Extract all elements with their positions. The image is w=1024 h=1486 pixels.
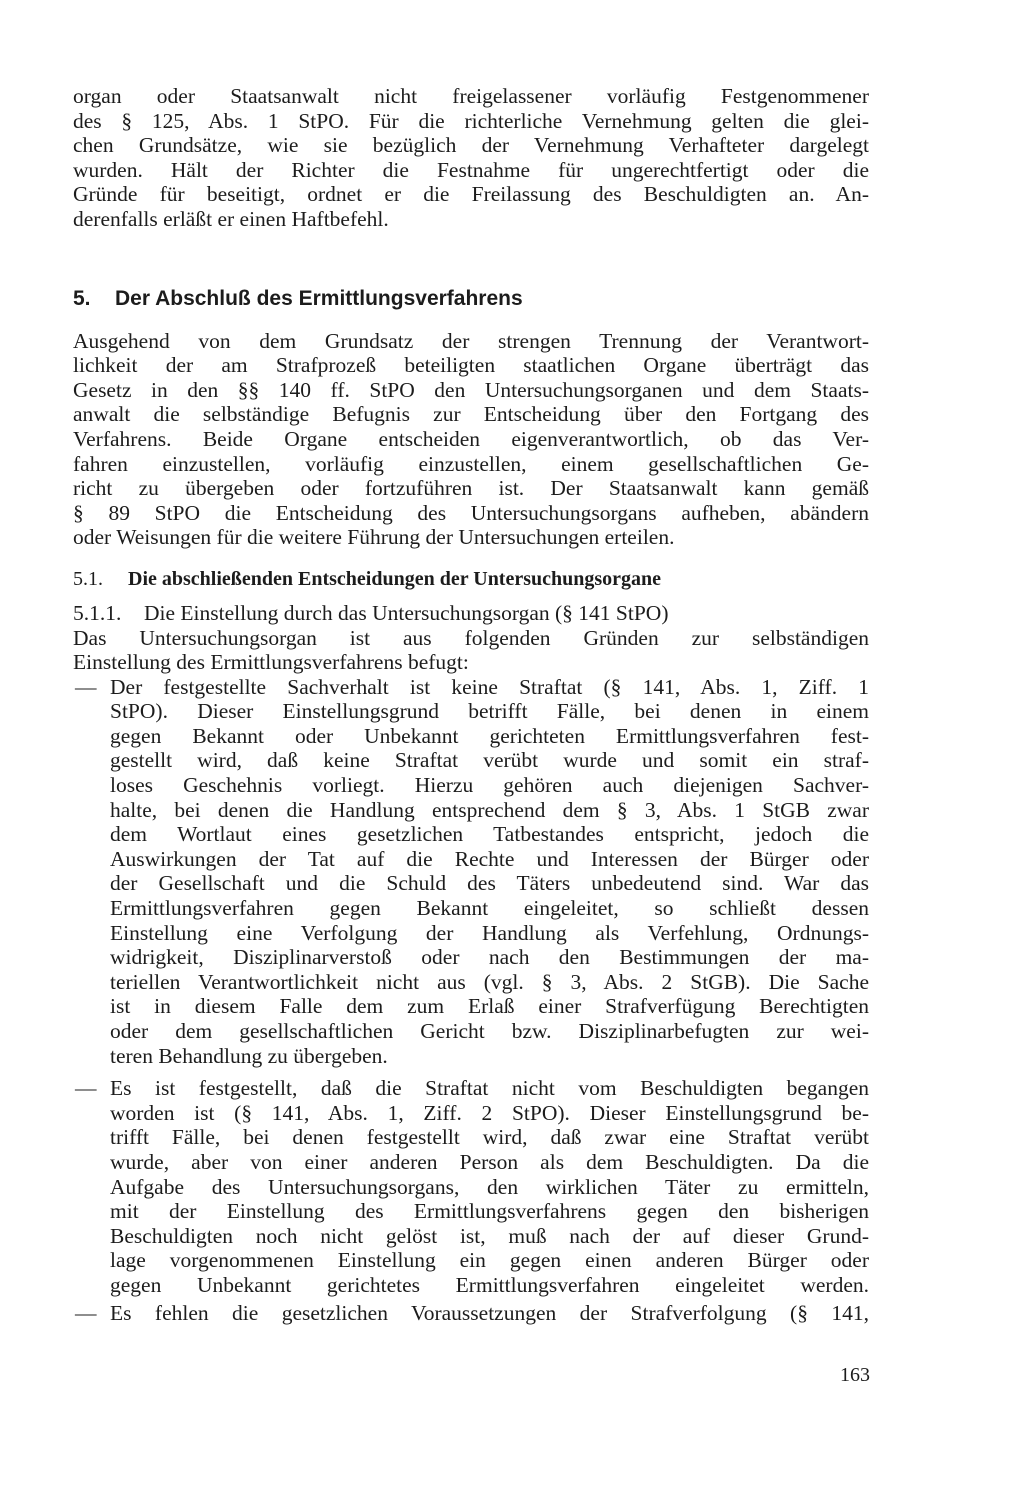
text-line: Der festgestellte Sachverhalt ist keine Straftat (§ 141, Abs. 1, Ziff. 1 [110, 674, 869, 699]
text-line: Auswirkungen der Tat auf die Rechte und Interessen der Bürger oder [110, 846, 869, 871]
text-line: Ermittlungsverfahren gegen Bekannt eingeleitet, so schließt dessen [110, 896, 869, 921]
subsubsection-title: Die Einstellung durch das Untersuchungsorgan (§ 141 StPO) [144, 600, 669, 625]
text-line: ist in diesem Falle dem zum Erlaß einer Strafverfügung Berechtigten [110, 994, 869, 1019]
text-line: des § 125, Abs. 1 StPO. Für die richterliche Vernehmung gelten die glei- [73, 108, 869, 133]
page-body [73, 84, 869, 1325]
list-item [73, 675, 869, 1069]
subsubsection-heading [73, 601, 869, 626]
text-line: Einstellung des Ermittlungsverfahrens befugt: [73, 650, 469, 675]
text-line: worden ist (§ 141, Abs. 1, Ziff. 2 StPO). Dieser Einstellungsgrund be- [110, 1100, 869, 1125]
list-item [73, 1301, 869, 1326]
dash-bullet: — [75, 674, 97, 699]
text-line: loses Geschehnis vorliegt. Hierzu gehören auch diejenigen Sachver- [110, 773, 869, 798]
intro-paragraph [73, 84, 869, 232]
text-line: Aufgabe des Untersuchungsorgans, den wirklichen Täter zu ermitteln, [110, 1174, 869, 1199]
text-line: fahren einzustellen, vorläufig einzustellen, einem gesellschaftlichen Ge- [73, 451, 869, 476]
dash-bullet: — [75, 1300, 97, 1325]
subsection-number: 5.1. [73, 567, 103, 590]
dash-bullet: — [75, 1076, 97, 1101]
text-line: Gründe für beseitigt, ordnet er die Freilassung des Beschuldigten an. An- [73, 182, 869, 207]
section-number: 5. [73, 286, 91, 310]
text-line: Ausgehend von dem Grundsatz der strengen Trennung der Verantwort- [73, 328, 869, 353]
page-number: 163 [840, 1364, 870, 1386]
text-line: StPO). Dieser Einstellungsgrund betrifft Fälle, bei denen in einem [110, 699, 869, 724]
text-line: trifft Fälle, bei denen festgestellt wird, daß zwar eine Straftat verübt [110, 1125, 869, 1150]
text-line: wurde, aber von einer anderen Person als dem Beschuldigten. Da die [110, 1149, 869, 1174]
text-line: Es ist festgestellt, daß die Straftat nicht vom Beschuldigten begangen [110, 1076, 869, 1101]
section-title: Der Abschluß des Ermittlungsverfahrens [115, 286, 523, 310]
text-line: Gesetz in den §§ 140 ff. StPO den Untersuchungsorganen und dem Staats- [73, 377, 869, 402]
text-line: Beschuldigten noch nicht gelöst ist, muß nach der auf dieser Grund- [110, 1223, 869, 1248]
text-line: organ oder Staatsanwalt nicht freigelassener vorläufig Festgenommener [73, 84, 869, 108]
text-line: gestellt wird, daß keine Straftat verübt wurde und somit ein straf- [110, 748, 869, 773]
text-line: Es fehlen die gesetzlichen Voraussetzungen der Strafverfolgung (§ 141, [110, 1300, 869, 1325]
text-line: lichkeit der am Strafprozeß beteiligten staatlichen Organe überträgt das [73, 353, 869, 378]
text-line: Einstellung eine Verfolgung der Handlung als Verfehlung, Ordnungs- [110, 920, 869, 945]
section-heading [73, 286, 869, 312]
text-line: teriellen Verantwortlichkeit nicht aus (vgl. § 3, Abs. 2 StGB). Die Sache [110, 969, 869, 994]
text-line: gegen Bekannt oder Unbekannt gerichteten Ermittlungsverfahren fest- [110, 723, 869, 748]
text-line: mit der Einstellung des Ermittlungsverfahrens gegen den bisherigen [110, 1199, 869, 1224]
text-line: der Gesellschaft und die Schuld des Täters unbedeutend sind. War das [110, 871, 869, 896]
text-line: chen Grundsätze, wie sie bezüglich der Vernehmung Verhafteter dargelegt [73, 133, 869, 158]
text-line: Das Untersuchungsorgan ist aus folgenden Gründen zur selbständigen [73, 625, 869, 650]
subsection-title: Die abschließenden Entscheidungen der Untersuchungsorgane [128, 567, 662, 590]
text-line: richt zu übergeben oder fortzuführen ist. Der Staatsanwalt kann gemäß [73, 476, 869, 501]
text-line: halte, bei denen die Handlung entsprechend dem § 3, Abs. 1 StGB zwar [110, 797, 869, 822]
text-line: lage vorgenommenen Einstellung ein gegen einen anderen Bürger oder [110, 1248, 869, 1273]
list-item [73, 1076, 869, 1297]
text-line: anwalt die selbständige Befugnis zur Entscheidung über den Fortgang des [73, 402, 869, 427]
subsubsection-paragraph [73, 626, 869, 675]
text-line: gegen Unbekannt gerichtetes Ermittlungsverfahren eingeleitet werden. [110, 1272, 869, 1297]
subsection-heading [73, 566, 869, 592]
text-line: oder dem gesellschaftlichen Gericht bzw. Disziplinarbefugten zur wei- [110, 1019, 869, 1043]
text-line: Verfahrens. Beide Organe entscheiden eigenverantwortlich, ob das Ver- [73, 426, 869, 451]
text-line: dem Wortlaut eines gesetzlichen Tatbestandes entspricht, jedoch die [110, 822, 869, 847]
text-line: derenfalls erläßt er einen Haftbefehl. [73, 206, 389, 231]
section-paragraph [73, 329, 869, 550]
text-line: oder Weisungen für die weitere Führung der Untersuchungen erteilen. [73, 525, 675, 550]
text-line: § 89 StPO die Entscheidung des Untersuchungsorgans aufheben, abändern [73, 500, 869, 525]
text-line: widrigkeit, Disziplinarverstoß oder nach den Bestimmungen der ma- [110, 945, 869, 970]
text-line: teren Behandlung zu übergeben. [110, 1043, 388, 1068]
text-line: wurden. Hält der Richter die Festnahme für ungerechtfertigt oder die [73, 157, 869, 182]
subsubsection-number: 5.1.1. [73, 600, 122, 625]
